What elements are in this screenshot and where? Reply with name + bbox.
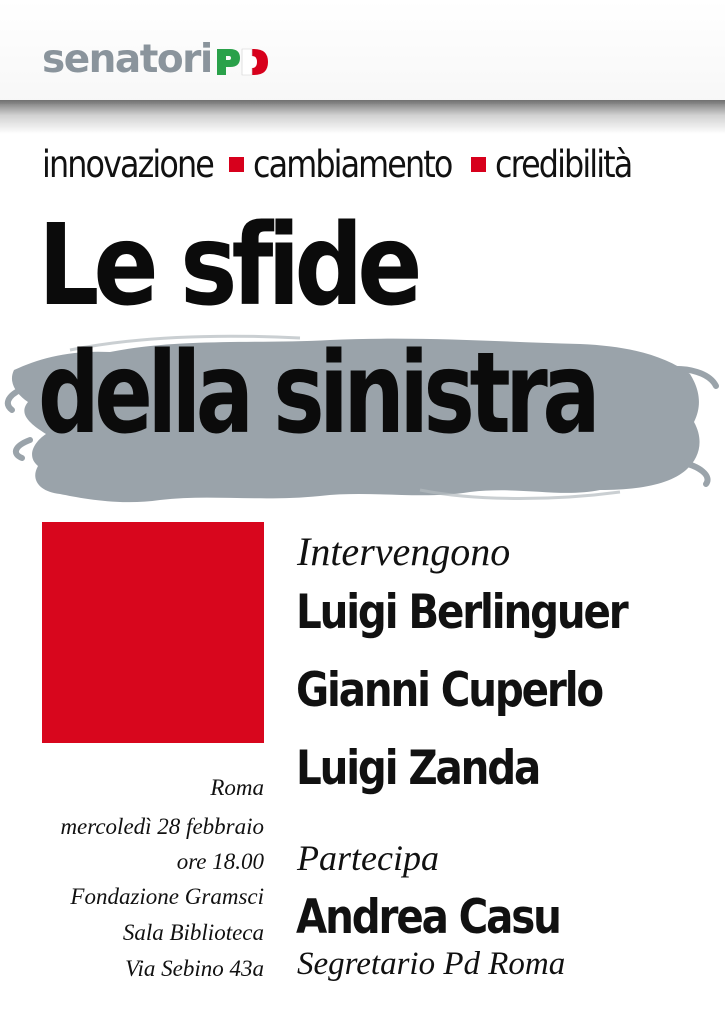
- event-address: Via Sebino 43a: [125, 956, 264, 981]
- speaker-name: Gianni Cuperlo: [296, 663, 603, 718]
- guest-name: Andrea Casu: [296, 890, 560, 945]
- event-date: mercoledì 28 febbraio: [60, 814, 264, 839]
- event-venue: Fondazione Gramsci: [70, 884, 264, 909]
- tagline-word: credibilità: [495, 143, 632, 186]
- event-room: Sala Biblioteca: [122, 920, 264, 945]
- red-square-bullet: [229, 157, 244, 172]
- event-city: Roma: [210, 775, 264, 800]
- tagline: [42, 143, 692, 186]
- speakers-heading: Intervengono: [297, 529, 511, 574]
- senatori-pd-logo: [42, 34, 270, 84]
- red-accent-square: [42, 522, 264, 743]
- guest-heading: Partecipa: [297, 838, 439, 878]
- header-shadow: [0, 100, 725, 134]
- title-line-1: Le sfide: [38, 201, 417, 331]
- tagline-word: innovazione: [42, 143, 213, 186]
- speaker-name: Luigi Berlinguer: [296, 585, 627, 640]
- title-line-2: della sinistra: [38, 329, 596, 459]
- brand-word: senatori: [42, 36, 212, 82]
- speaker-name: Luigi Zanda: [296, 741, 540, 796]
- tagline-word: cambiamento: [252, 143, 452, 186]
- event-time: ore 18.00: [176, 849, 264, 874]
- guest-role: Segretario Pd Roma: [297, 946, 566, 982]
- pd-logo-icon: [216, 47, 270, 77]
- header-band: [0, 0, 725, 104]
- red-square-bullet: [471, 157, 486, 172]
